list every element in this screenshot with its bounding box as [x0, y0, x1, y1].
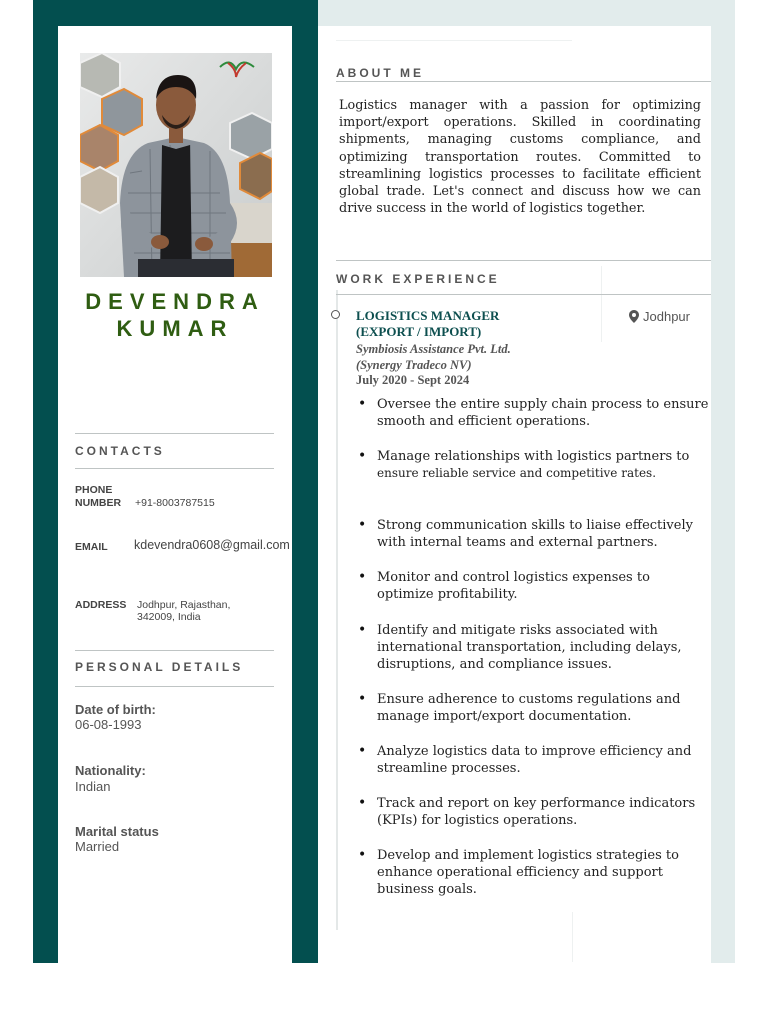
responsibility-line: • Monitor and control logistics expenses to [377, 570, 650, 585]
responsibility-line: with internal teams and external partners. [377, 535, 658, 551]
phone-label: PHONE NUMBER [75, 484, 122, 509]
address-label: ADDRESS [75, 599, 127, 611]
timeline-line [336, 290, 338, 930]
responsibility-line: • Oversee the entire supply chain process to ensure [377, 397, 709, 412]
address-value: Jodhpur, Rajasthan, 342009, India [137, 599, 231, 623]
responsibility-line: • Identify and mitigate risks associated with [377, 623, 658, 638]
responsibility-line: • Ensure adherence to customs regulations and [377, 692, 681, 707]
responsibility-line: streamline processes. [377, 761, 521, 777]
email-value[interactable]: kdevendra0608@gmail.com [134, 538, 290, 552]
profile-photo [80, 53, 272, 277]
company-name: Symbiosis Assistance Pvt. Ltd. (Synergy Tradeco NV) [356, 342, 511, 372]
responsibility-line: • Manage relationships with logistics partners to [377, 449, 690, 464]
phone-value: +91-8003787515 [135, 497, 215, 509]
responsibility-line: • Strong communication skills to liaise effectively [377, 518, 693, 533]
nationality-value: Indian [75, 779, 111, 794]
responsibility-item [356, 691, 712, 725]
location-pin-icon [629, 310, 639, 326]
responsibility-line: international transportation, including delays, [377, 640, 682, 656]
about-text: Logistics manager with a passion for optimizing import/export operations. Skilled in coordinating shipments, managing customs compliance, and optimizing transportation routes. Committed to streamlining logistics processes to facilitate efficient global trade. Let's connect and discuss how we can drive success in the world of logistics together. [339, 98, 701, 217]
nationality-label: Nationality: [75, 763, 146, 778]
last-name: KUMAR [116, 316, 234, 341]
responsibility-line: smooth and efficient operations. [377, 414, 591, 430]
employment-dates: July 2020 - Sept 2024 [356, 373, 470, 387]
timeline-dot [331, 310, 340, 319]
responsibility-line: • Analyze logistics data to improve efficiency and [377, 744, 692, 759]
contacts-heading: CONTACTS [75, 444, 165, 458]
divider [336, 81, 711, 82]
responsibility-item [356, 448, 712, 482]
guide-line [336, 40, 572, 41]
email-label: EMAIL [75, 541, 108, 553]
responsibility-line: ensure reliable service and competitive rates. [377, 466, 657, 481]
divider [336, 294, 711, 295]
marital-status-value: Married [75, 839, 120, 854]
responsibility-line: disruptions, and compliance issues. [377, 657, 612, 673]
location-text: Jodhpur [643, 309, 690, 324]
personal-details-heading: PERSONAL DETAILS [75, 660, 244, 674]
responsibility-item [356, 517, 712, 551]
responsibility-item [356, 622, 712, 674]
responsibility-line: business goals. [377, 882, 477, 898]
responsibility-line: • Track and report on key performance indicators [377, 796, 696, 811]
responsibility-line: • Develop and implement logistics strategies to [377, 848, 679, 863]
dob-label: Date of birth: [75, 702, 156, 717]
dob-value: 06-08-1993 [75, 717, 142, 732]
guide-line [572, 912, 573, 962]
divider [75, 468, 274, 469]
divider [75, 686, 274, 687]
responsibility-line: manage import/export documentation. [377, 709, 632, 725]
responsibility-item [356, 396, 712, 430]
divider [75, 433, 274, 434]
divider [75, 650, 274, 651]
responsibility-item [356, 795, 712, 829]
divider [336, 260, 711, 261]
about-heading: ABOUT ME [336, 66, 424, 80]
responsibility-item [356, 569, 712, 603]
responsibility-item [356, 847, 712, 899]
marital-status-label: Marital status [75, 824, 159, 839]
responsibility-line: (KPIs) for logistics operations. [377, 813, 578, 829]
responsibility-item [356, 743, 712, 777]
responsibility-line: optimize profitability. [377, 587, 518, 603]
job-location [629, 309, 690, 326]
responsibility-line: enhance operational efficiency and support [377, 865, 663, 881]
job-title: LOGISTICS MANAGER (EXPORT / IMPORT) [356, 308, 500, 339]
first-name: DEVENDRA [85, 289, 265, 314]
guide-line [601, 266, 602, 342]
work-experience-heading: WORK EXPERIENCE [336, 272, 500, 286]
